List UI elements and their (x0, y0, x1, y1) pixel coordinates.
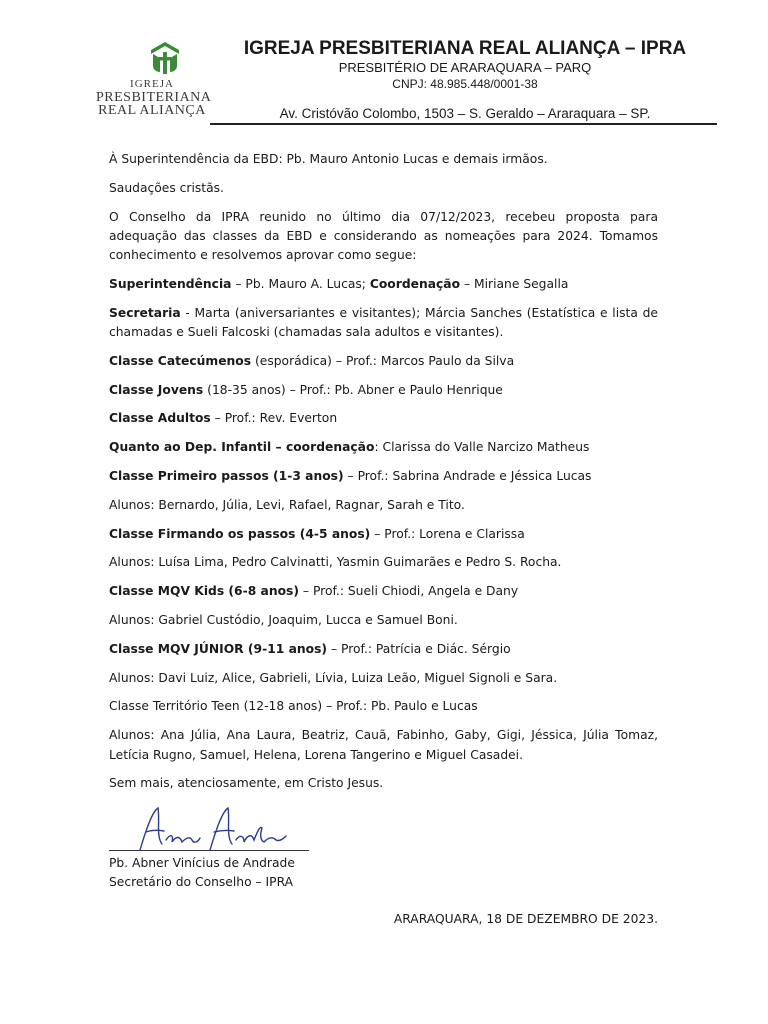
letter-paragraph (109, 553, 658, 572)
bold-text: Classe Catecúmenos (109, 353, 252, 368)
letter-paragraph (109, 208, 658, 266)
letterhead-address: Av. Cristóvão Colombo, 1503 – S. Geraldo – Araraquara – SP. (279, 106, 651, 121)
letter-paragraph (109, 697, 658, 716)
letter-paragraph (109, 381, 658, 400)
text-run: (esporádica) – Prof.: Marcos Paulo da Silva (251, 353, 515, 368)
letter-paragraph (109, 496, 658, 515)
text-run: Alunos: Bernardo, Júlia, Levi, Rafael, Ragnar, Sarah e Tito. (109, 497, 465, 512)
letter-paragraph (109, 582, 658, 601)
signatory-name: Pb. Abner Vinícius de Andrade (109, 856, 295, 870)
letter-paragraph (109, 150, 658, 169)
letter-body (109, 150, 658, 803)
text-run: – Pb. Mauro A. Lucas; (231, 276, 370, 291)
text-run: - Marta (aniversariantes e visitantes); Márcia Sanches (Estatística e lista de chamadas e Sueli Falcoski (chamadas sala adultos e visitantes). (109, 305, 658, 340)
text-run: O Conselho da IPRA reunido no último dia 07/12/2023, recebeu proposta para adequação das classes da EBD e considerando as nomeações para 2024. Tomamos conhecimento e resolvemos aprovar como segue: (109, 209, 658, 263)
bold-text: Superintendência (109, 276, 232, 291)
date-line: ARARAQUARA, 18 DE DEZEMBRO DE 2023. (393, 912, 658, 926)
bold-text: Classe Primeiro passos (1-3 anos) (109, 469, 344, 484)
signatory-role: Secretário do Conselho – IPRA (109, 875, 294, 889)
header-divider (210, 123, 717, 125)
letter-paragraph (109, 611, 658, 630)
text-run: Classe Território Teen (12-18 anos) – Prof.: Pb. Paulo e Lucas (109, 699, 478, 714)
text-run: : Clarissa do Valle Narcizo Matheus (374, 440, 590, 455)
text-run: Sem mais, atenciosamente, em Cristo Jesus. (109, 776, 384, 791)
text-run: – Prof.: Sabrina Andrade e Jéssica Lucas (343, 469, 592, 484)
letter-paragraph (109, 179, 658, 198)
letter-paragraph (109, 669, 658, 688)
text-run: Alunos: Gabriel Custódio, Joaquim, Lucca e Samuel Boni. (109, 613, 458, 628)
bold-text: Classe MQV Kids (6-8 anos) (109, 584, 299, 599)
text-run: Alunos: Ana Júlia, Ana Laura, Beatriz, Cauã, Fabinho, Gaby, Gigi, Jéssica, Júlia Tomaz, Letícia Rugno, Samuel, Helena, Lorena Tangerino e Miguel Casadei. (109, 728, 658, 762)
letter-paragraph (109, 275, 658, 294)
letter-paragraph (109, 525, 658, 544)
church-emblem-icon (148, 40, 182, 76)
bold-text: Classe Firmando os passos (4-5 anos) (109, 526, 371, 541)
text-run: Alunos: Luísa Lima, Pedro Calvinatti, Yasmin Guimarães e Pedro S. Rocha. (109, 555, 562, 570)
text-run: – Prof.: Sueli Chiodi, Angela e Dany (299, 584, 519, 599)
signature-block (109, 854, 295, 892)
logo-text-1: IGREJA (130, 78, 174, 90)
bold-text: Quanto ao Dep. Infantil – coordenação (109, 440, 375, 455)
letter-paragraph (109, 467, 658, 486)
letter-paragraph (109, 726, 658, 765)
logo-text-3: REAL ALIANÇA (98, 103, 206, 118)
letterhead-subtitle: PRESBITÉRIO DE ARARAQUARA – PARQ (338, 60, 592, 75)
letterhead-title: IGREJA PRESBITERIANA REAL ALIANÇA – IPRA (243, 38, 687, 59)
letter-paragraph (109, 438, 658, 457)
logo-text-2: PRESBITERIANA (96, 90, 212, 105)
text-run: (18-35 anos) – Prof.: Pb. Abner e Paulo Henrique (203, 382, 503, 397)
signature-line (109, 850, 309, 851)
letter-paragraph (109, 409, 658, 428)
letterhead-cnpj: CNPJ: 48.985.448/0001-38 (392, 77, 538, 91)
text-run: Alunos: Davi Luiz, Alice, Gabrieli, Lívia, Luiza Leão, Miguel Signoli e Sara. (109, 670, 558, 685)
bold-text: Classe Adultos (109, 411, 211, 426)
letter-paragraph (109, 352, 658, 371)
text-run: – Miriane Segalla (460, 276, 569, 291)
text-run: Saudações cristãs. (109, 180, 224, 195)
bold-text: Secretaria (109, 305, 181, 320)
letter-paragraph (109, 774, 658, 793)
handwritten-signature (132, 800, 292, 854)
letter-paragraph (109, 640, 658, 659)
bold-text: Coordenação (369, 276, 461, 291)
text-run: – Prof.: Lorena e Clarissa (370, 526, 525, 541)
text-run: – Prof.: Patrícia e Diác. Sérgio (327, 641, 511, 656)
bold-text: Classe Jovens (109, 382, 204, 397)
bold-text: Classe MQV JÚNIOR (9-11 anos) (109, 641, 328, 656)
church-logo (96, 40, 212, 120)
text-run: À Superintendência da EBD: Pb. Mauro Antonio Lucas e demais irmãos. (109, 152, 548, 166)
letter-paragraph (109, 304, 658, 343)
text-run: – Prof.: Rev. Everton (210, 411, 338, 426)
